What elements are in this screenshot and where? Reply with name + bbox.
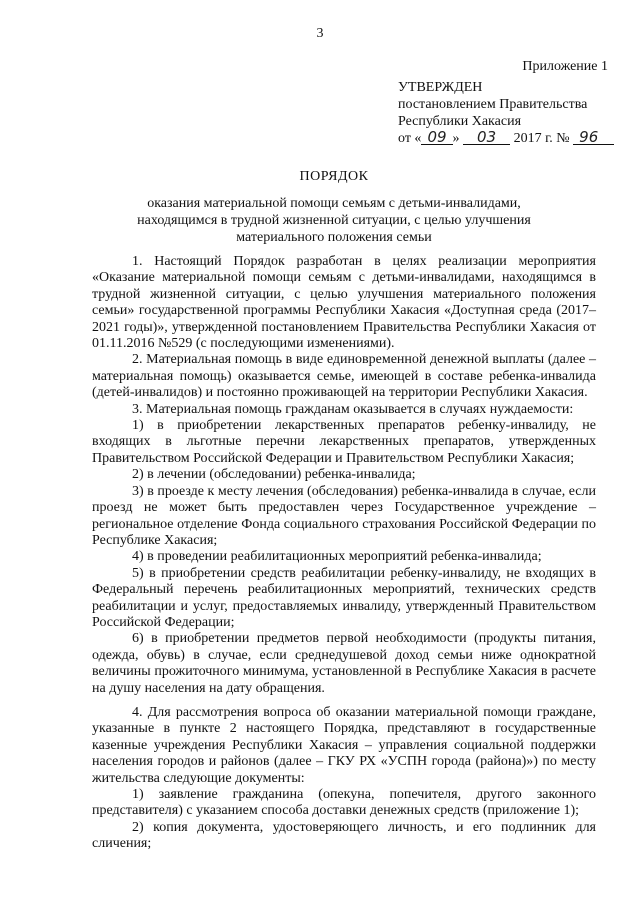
approval-stamp-block <box>398 58 608 147</box>
paragraph-3-item-3: 3) в проезде к месту лечения (обследования) ребенка-инвалида в случае, если проезд не может быть предоставлен через Государственное учреждение – региональное отделение Фонда социального страхования Российской Федерации по Республике Хакасия; <box>92 483 596 548</box>
date-year: 2017 г. № <box>513 131 570 146</box>
document-title-block <box>80 168 588 246</box>
paragraph-4-item-2: 2) копия документа, удостоверяющего личность, и его подлинник для сличения; <box>92 819 596 852</box>
date-day-handwritten: 09 <box>421 130 452 145</box>
approved-label: УТВЕРЖДЕН <box>398 80 483 95</box>
paragraph-2: 2. Материальная помощь в виде единовременной денежной выплаты (далее – материальная помощь) оказывается семье, имеющей в составе ребенка-инвалида (детей-инвалидов) и постоянно проживающей на территории Республики Хакасия. <box>92 352 596 401</box>
approved-by-line-1: постановлением Правительства <box>398 97 588 112</box>
paragraph-1: 1. Настоящий Порядок разработан в целях реализации мероприятия «Оказание материальной помощи семьям с детьми-инвалидами, находящимся в трудной жизненной ситуации, с целью улучшения материального положения семьи» государственной программы Республики Хакасия «Доступная среда (2017–2021 годы)», утвержденной постановлением Правительства Республики Хакасия от 01.11.2016 №529 (с последующими изменениями). <box>92 254 596 352</box>
title-subline-3: материального положения семьи <box>236 230 432 245</box>
date-prefix: от « <box>398 131 422 146</box>
paragraph-4: 4. Для рассмотрения вопроса об оказании материальной помощи граждане, указанные в пункте 2 настоящего Порядка, представляют в государственные казенные учреждения Республики Хакасия – управления социальной поддержки населения городов и районов (далее – ГКУ РХ «УСПН города (района)») по месту жительства следующие документы: <box>92 704 596 786</box>
appendix-label: Приложение 1 <box>522 59 608 74</box>
paragraph-3-item-6: 6) в приобретении предметов первой необходимости (продукты питания, одежда, обувь) в случае, если среднедушевой доход семьи ниже однократной величины прожиточного минимума, установленной в Республике Хакасия в расчете на душу населения на дату обращения. <box>92 631 596 696</box>
title-subline-1: оказания материальной помощи семьям с детьми-инвалидами, <box>147 196 521 211</box>
date-month-handwritten: 03 <box>463 130 510 145</box>
paragraph-4-item-1: 1) заявление гражданина (опекуна, попечителя, другого законного представителя) с указанием способа доставки денежных средств (приложение 1); <box>92 787 596 819</box>
approval-date-line <box>398 130 608 147</box>
paragraph-3: 3. Материальная помощь гражданам оказывается в случаях нуждаемости: <box>132 401 574 417</box>
paragraph-3-item-5: 5) в приобретении средств реабилитации ребенку-инвалиду, не входящих в Федеральный перечень реабилитационных мероприятий, технических средств реабилитации и услуг, предоставляемых инвалиду, утвержденный Правительством Российской Федерации; <box>92 565 596 630</box>
document-body <box>92 254 596 853</box>
date-mid: » <box>452 131 460 146</box>
approved-by-line-2: Республики Хакасия <box>398 114 522 129</box>
paragraph-3-item-1: 1) в приобретении лекарственных препаратов ребенку-инвалиду, не входящих в льготные перечни лекарственных препаратов, утвержденных Правительством Российской Федерации и Правительством Республики Хакасия; <box>92 418 596 466</box>
document-title: ПОРЯДОК <box>299 169 369 184</box>
title-subline-2: находящимся в трудной жизненной ситуации, с целью улучшения <box>137 213 531 228</box>
page-number: 3 <box>316 26 324 41</box>
paragraph-3-item-4: 4) в проведении реабилитационных мероприятий ребенка-инвалида; <box>132 549 542 565</box>
paragraph-3-item-2: 2) в лечении (обследовании) ребенка-инвалида; <box>132 467 416 483</box>
decree-number-handwritten: 96 <box>573 130 614 145</box>
